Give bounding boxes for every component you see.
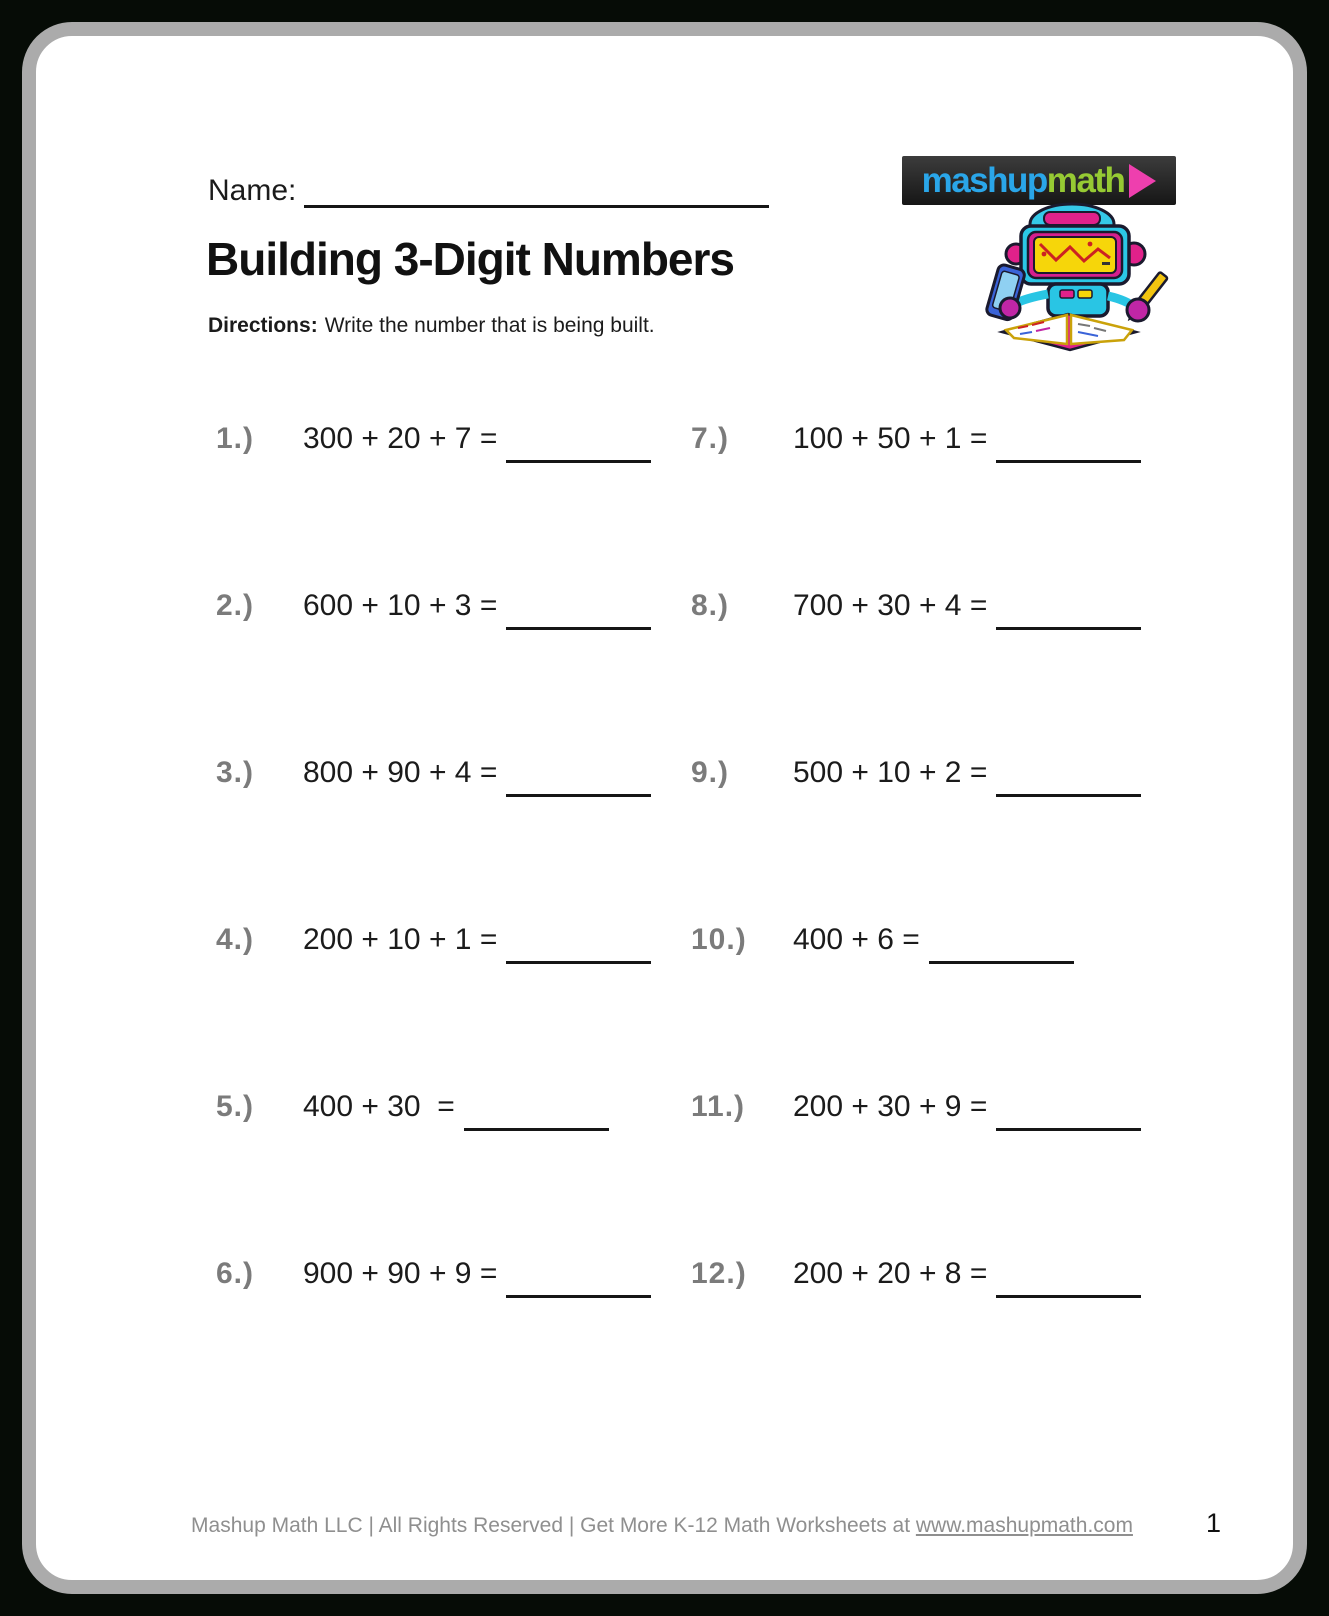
problem-number: 4.) [216,923,255,956]
problem-expression: 100 + 50 + 1 = [793,422,988,455]
footer-text: Mashup Math LLC | All Rights Reserved | Get More K-12 Math Worksheets at [191,1514,916,1537]
problem-expression: 500 + 10 + 2 = [793,756,988,789]
problem-expression: 400 + 6 = [793,923,920,956]
name-label: Name: [208,174,297,207]
problem-number: 11.) [691,1090,746,1123]
answer-blank[interactable] [506,1257,651,1298]
problem-number: 3.) [216,756,255,789]
page-number: 1 [1206,1508,1222,1538]
play-icon [1129,164,1156,198]
problem-row-3 [216,742,691,909]
robot-mascot-illustration [964,200,1176,352]
directions [208,314,655,338]
problem-row-11 [691,1076,1166,1243]
problem-row-9 [691,742,1166,909]
problem-expression: 900 + 90 + 9 = [303,1257,498,1290]
problem-number: 6.) [216,1257,255,1290]
problem-row-7 [691,408,1166,575]
answer-blank[interactable] [506,589,651,630]
problem-expression: 300 + 20 + 7 = [303,422,498,455]
problem-expression: 200 + 30 + 9 = [793,1090,988,1123]
logo-word-math: math [1046,161,1125,200]
problem-number: 12.) [691,1257,747,1290]
problem-row-1 [216,408,691,575]
problem-row-12 [691,1243,1166,1410]
problem-number: 5.) [216,1090,255,1123]
problem-expression: 600 + 10 + 3 = [303,589,498,622]
problem-row-5 [216,1076,691,1243]
name-row [208,174,769,208]
problem-row-2 [216,575,691,742]
answer-blank[interactable] [506,923,651,964]
problem-expression: 400 + 30 = [303,1090,455,1123]
directions-text: Write the number that is being built. [324,314,655,337]
problem-number: 2.) [216,589,255,622]
problem-number: 7.) [691,422,730,455]
answer-blank[interactable] [996,1090,1141,1131]
name-input-line[interactable] [304,205,769,208]
answer-blank[interactable] [996,756,1141,797]
problem-expression: 200 + 10 + 1 = [303,923,498,956]
problem-row-10 [691,909,1166,1076]
footer-link[interactable]: www.mashupmath.com [915,1514,1133,1537]
problem-number: 8.) [691,589,730,622]
problem-expression: 700 + 30 + 4 = [793,589,988,622]
problem-expression: 800 + 90 + 4 = [303,756,498,789]
answer-blank[interactable] [996,422,1141,463]
answer-blank[interactable] [996,1257,1141,1298]
worksheet-page [22,22,1307,1594]
answer-blank[interactable] [996,589,1141,630]
problem-expression: 200 + 20 + 8 = [793,1257,988,1290]
answer-blank[interactable] [929,923,1074,964]
logo-word-mashup: mashup [921,161,1047,200]
problems-grid [216,408,1166,1410]
problem-row-4 [216,909,691,1076]
directions-label: Directions: [208,314,318,337]
page-title: Building 3-Digit Numbers [206,233,734,285]
problem-row-6 [216,1243,691,1410]
problem-number: 10.) [691,923,747,956]
mashupmath-logo [902,156,1176,205]
answer-blank[interactable] [464,1090,609,1131]
problem-row-8 [691,575,1166,742]
answer-blank[interactable] [506,422,651,463]
answer-blank[interactable] [506,756,651,797]
footer [72,1514,1252,1538]
problem-number: 1.) [216,422,255,455]
problem-number: 9.) [691,756,730,789]
